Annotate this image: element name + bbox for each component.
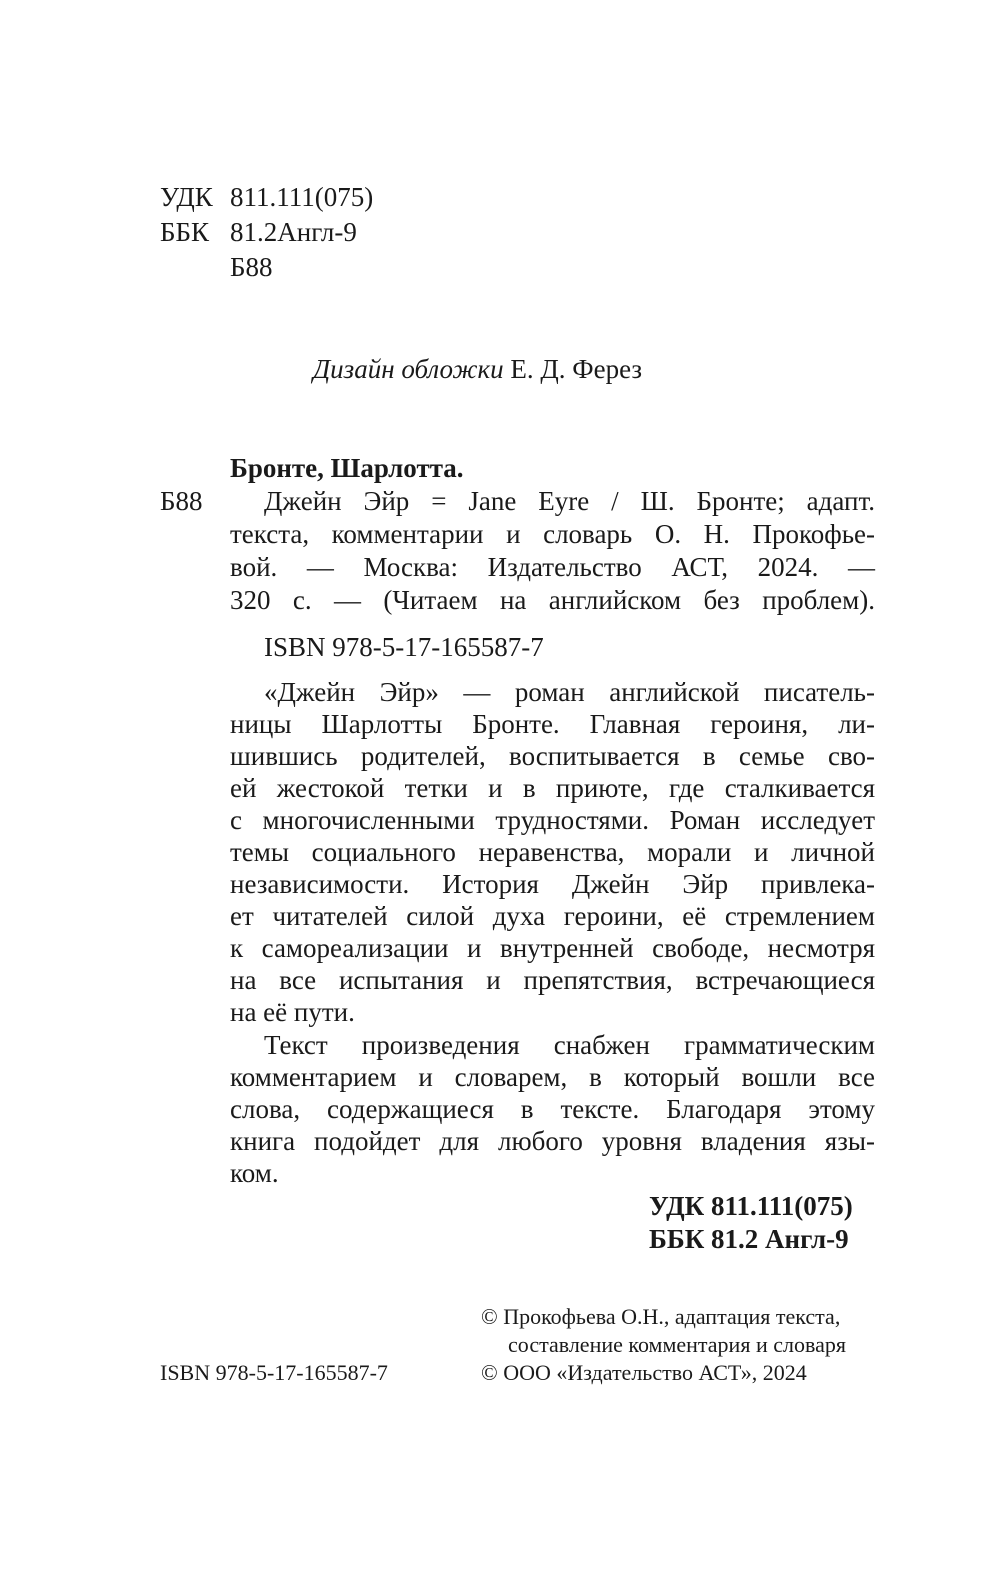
entry-heading: Бронте, Шарлотта. [230,453,464,483]
udk-label: УДК [160,182,213,212]
bbk-value: 81.2Англ-9 [230,217,357,247]
annotation-line: Текст произведения снабжен грамматическим [264,1030,875,1060]
udk-value: 811.111(075) [230,182,374,212]
entry-isbn: ISBN 978-5-17-165587-7 [264,632,544,662]
bottom-udk: УДК 811.111(075) [649,1191,853,1221]
annotation-line: книга подойдет для любого уровня владения язы- [230,1126,875,1156]
bottom-bbk: ББК 81.2 Англ-9 [649,1224,849,1254]
annotation-line: ком. [230,1158,279,1188]
cover-credit [313,353,642,385]
entry-description-line: вой. — Москва: Издательство АСТ, 2024. — [230,552,875,582]
annotation-line: ей жестокой тетки и в приюте, где сталкивается [230,773,875,803]
cover-credit-role: Дизайн обложки [313,354,504,384]
author-mark: Б88 [230,252,273,282]
annotation-line: «Джейн Эйр» — роман английской писатель- [264,677,875,707]
annotation-line: слова, содержащиеся в тексте. Благодаря этому [230,1094,875,1124]
entry-description-line: 320 с. — (Читаем на английском без проблем). [230,585,875,615]
annotation-line: к самореализации и внутренней свободе, несмотря [230,933,875,963]
annotation-line: ницы Шарлотты Бронте. Главная героиня, ли- [230,709,875,739]
annotation-line: темы социального неравенства, морали и личной [230,837,875,867]
annotation-line: комментарием и словарем, в который вошли все [230,1062,875,1092]
entry-description-line: текста, комментарии и словарь О. Н. Прокофье- [230,519,875,549]
annotation-line: независимости. История Джейн Эйр привлека- [230,869,875,899]
copyright-line: составление комментария и словаря [508,1332,846,1357]
entry-author-mark: Б88 [160,486,203,516]
annotation-line: ет читателей силой духа героини, её стремлением [230,901,875,931]
annotation-line: с многочисленными трудностями. Роман исследует [230,805,875,835]
cover-credit-name: Е. Д. Ферез [510,354,643,384]
bbk-label: ББК [160,217,210,247]
footer-isbn: ISBN 978-5-17-165587-7 [160,1360,388,1385]
annotation-line: на все испытания и препятствия, встречающиеся [230,965,875,995]
annotation-line: на её пути. [230,997,355,1027]
annotation-line: шившись родителей, воспитывается в семье сво- [230,741,875,771]
copyright-line: © Прокофьева О.Н., адаптация текста, [481,1304,841,1329]
copyright-line: © ООО «Издательство АСТ», 2024 [481,1360,807,1385]
entry-description-line: Джейн Эйр = Jane Eyre / Ш. Бронте; адапт. [264,486,875,516]
